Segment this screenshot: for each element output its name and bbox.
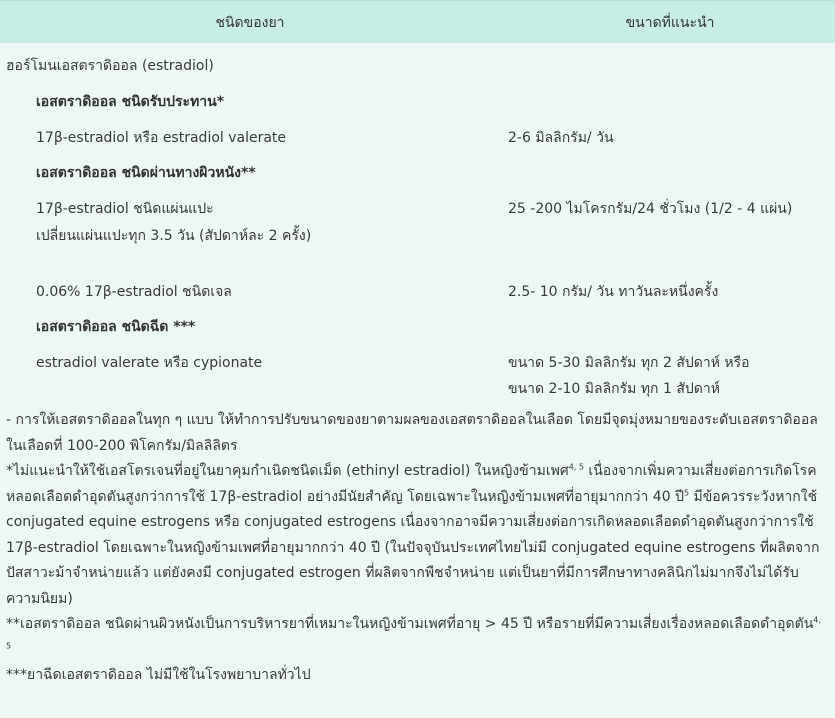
note-transdermal-text: **เอสตราดิออล ชนิดผ่านผิวหนังเป็นการบริหารยาที่เหมาะในหญิงข้ามเพศที่อายุ > 45 ปี หรือรายที่มีความเสี่ยงเรื่องหลอดเลือดดำอุดตัน [6,616,814,632]
oral-drug: 17β-estradiol หรือ estradiol valerate [36,130,287,146]
note-oral-ref-1: 4, 5 [568,462,584,472]
note-transdermal-ref: 4, 5 [6,615,821,650]
gel-drug: 0.06% 17β-estradiol ชนิดเจล [36,284,232,300]
header-recommended-dose: ขนาดที่แนะนำ [625,15,715,31]
injection-drug: estradiol valerate หรือ cypionate [36,355,263,371]
transdermal-heading: เอสตราดิออล ชนิดผ่านทางผิวหนัง** [36,165,256,181]
table-body [0,43,835,718]
oral-dose: 2-6 มิลลิกรัม/ วัน [508,130,614,146]
patch-dose: 25 -200 ไมโครกรัม/24 ชั่วโมง (1/2 - 4 แผ่น) [508,201,793,217]
section-title: ฮอร์โมนเอสตราดิออล (estradiol) [6,58,214,74]
oral-heading: เอสตราดิออล ชนิดรับประทาน* [36,94,225,110]
patch-drug-line1: 17β-estradiol ชนิดแผ่นแปะ [36,201,214,217]
note-oral-ref-2: 5 [683,487,690,497]
note-oral-text-b: เนื่องจากเพิ่มความเสี่ยงต่อการเกิดโรคหลอดเลือดดำอุดตันสูงกว่าการใช้ 17β-estradiol อย่างมีนัยสำคัญ โดยเฉพาะในหญิงข้ามเพศที่อายุมากกว่า 40 ปี [6,463,817,505]
injection-dose-line2: ขนาด 2-10 มิลลิกรัม ทุก 1 สัปดาห์ [508,381,720,397]
injection-dose-line1: ขนาด 5-30 มิลลิกรัม ทุก 2 สัปดาห์ หรือ [508,355,750,371]
injection-heading: เอสตราดิออล ชนิดฉีด *** [36,319,196,335]
header-drug-type: ชนิดของยา [215,15,285,31]
note-oral-text-a: *ไม่แนะนำให้ใช้เอสโตรเจนที่อยู่ในยาคุมกำเนิดชนิดเม็ด (ethinyl estradiol) ในหญิงข้ามเพศ [6,463,569,479]
patch-drug-line2: เปลี่ยนแผ่นแปะทุก 3.5 วัน (สัปดาห์ละ 2 ครั้ง) [36,228,312,244]
note-injection: ***ยาฉีดเอสตราดิออล ไม่มีใช้ในโรงพยาบาลทั่วไป [6,667,311,683]
note-monitoring: - การให้เอสตราดิออลในทุก ๆ แบบ ให้ทำการปรับขนาดของยาตามผลของเอสตราดิออลในเลือด โดยมีจุดมุ่งหมายของระดับเอสตราดิออลในเลือดที่ 100-200 พิโคกรัม/มิลลิลิตร [6,412,818,454]
note-oral-text-c: มีข้อควรระวังหากใช้ conjugated equine estrogens หรือ conjugated estrogens เนื่องจากอาจมีความเสี่ยงต่อการเกิดหลอดเลือดดำอุดตันสูงกว่าการใช้ 17β-estradiol โดยเฉพาะในหญิงข้ามเพศที่อายุมากกว่า 40 ปี (ในปัจจุบันประเทศไทยไม่มี conjugated equine estrogens ที่ผลิตจากปัสสาวะม้าจำหน่ายแล้ว แต่ยังคงมี conjugated estrogen ที่ผลิตจากพืชจำหน่าย แต่เป็นยาที่มีการศึกษาทางคลินิกไม่มากจึงไม่ได้รับความนิยม) [6,488,820,607]
footnotes [6,408,828,689]
note-oral-warning [6,459,828,612]
note-transdermal [6,612,828,663]
gel-dose: 2.5- 10 กรัม/ วัน ทาวันละหนึ่งครั้ง [508,284,719,300]
table-header [0,0,835,43]
